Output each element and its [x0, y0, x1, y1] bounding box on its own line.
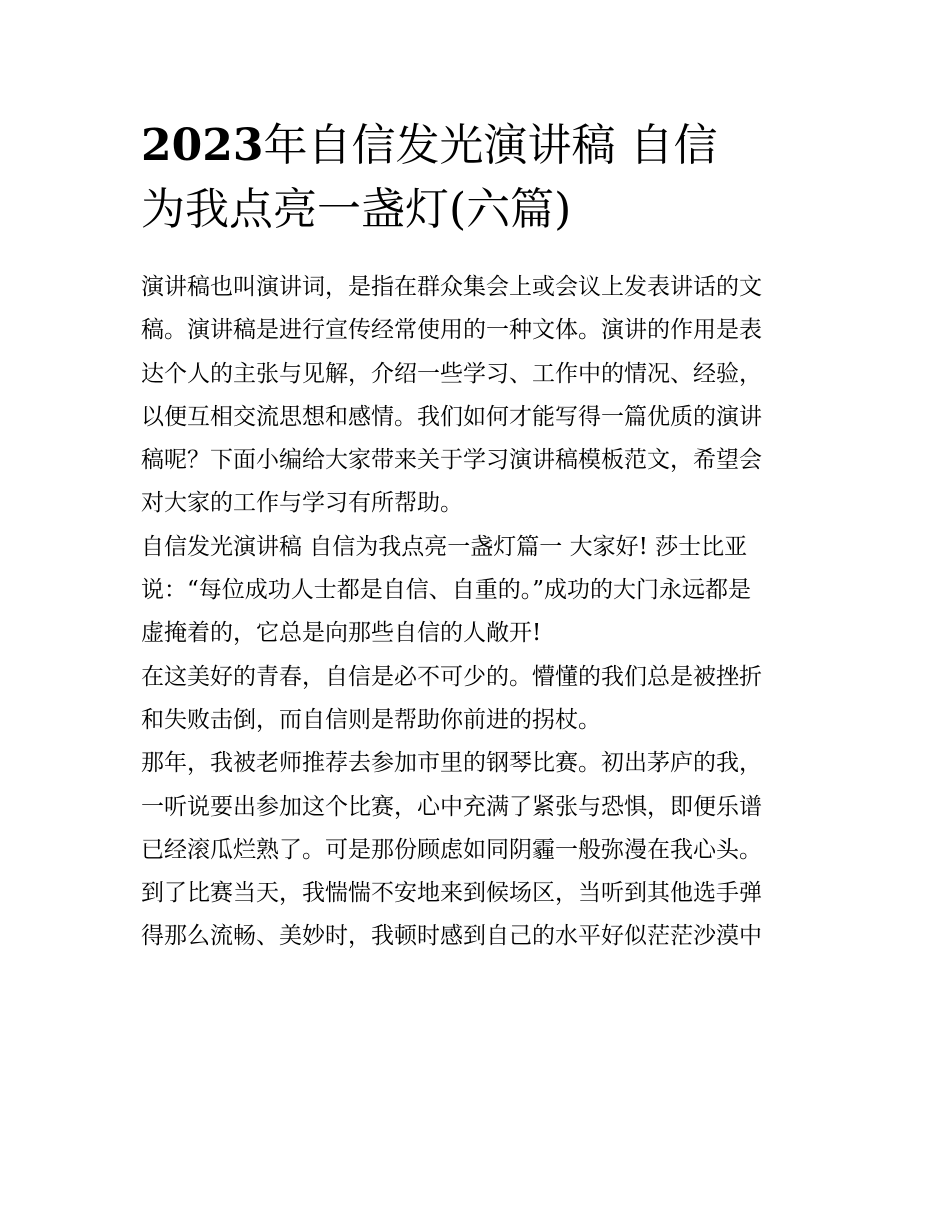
text-line: 对大家的工作与学习有所帮助。 — [141, 490, 463, 517]
text-line: 在这美好的青春，自信是必不可少的。懵懂的我们总是被挫折 — [141, 663, 762, 690]
text-line: 达个人的主张与见解，介绍一些学习、工作中的情况、经验， — [141, 360, 762, 387]
document-title — [141, 114, 813, 242]
text-line: 稿。演讲稿是进行宣传经常使用的一种文体。演讲的作用是表 — [141, 317, 762, 344]
text-line: 到了比赛当天，我惴惴不安地来到候场区，当听到其他选手弹 — [141, 880, 762, 907]
text-line: 稿呢？下面小编给大家带来关于学习演讲稿模板范文，希望会 — [141, 447, 762, 474]
document-content — [141, 114, 813, 959]
paragraph-speech-opening — [141, 526, 813, 656]
text-line: 一听说要出参加这个比赛，心中充满了紧张与恐惧，即便乐谱 — [141, 793, 762, 820]
title-line-1-text: 年自信发光演讲稿 自信 — [263, 120, 718, 171]
paragraph-piano-story — [141, 742, 813, 958]
text-line: 以便互相交流思想和感情。我们如何才能写得一篇优质的演讲 — [141, 403, 762, 430]
text-line: 演讲稿也叫演讲词，是指在群众集会上或会议上发表讲话的文 — [141, 274, 762, 300]
title-line-2: 为我点亮一盏灯(六篇) — [141, 184, 572, 235]
paragraph-intro — [141, 266, 813, 526]
title-line-1 — [141, 114, 813, 178]
title-year: 2023 — [141, 120, 264, 171]
text-line: 已经滚瓜烂熟了。可是那份顾虑如同阴霾一般弥漫在我心头。 — [141, 836, 762, 863]
text-line: 得那么流畅、美妙时，我顿时感到自己的水平好似茫茫沙漠中 — [141, 923, 762, 950]
text-line: 说：“每位成功人士都是自信、自重的。”成功的大门永远都是 — [141, 577, 752, 604]
document-body — [141, 266, 813, 959]
text-line: 自信发光演讲稿 自信为我点亮一盏灯篇一 大家好! 莎士比亚 — [141, 533, 748, 560]
text-line: 和失败击倒，而自信则是帮助你前进的拐杖。 — [141, 706, 601, 733]
paragraph-youth — [141, 656, 813, 743]
text-line: 虚掩着的，它总是向那些自信的人敞开! — [141, 620, 542, 647]
text-line: 那年，我被老师推荐去参加市里的钢琴比赛。初出茅庐的我， — [141, 750, 762, 777]
